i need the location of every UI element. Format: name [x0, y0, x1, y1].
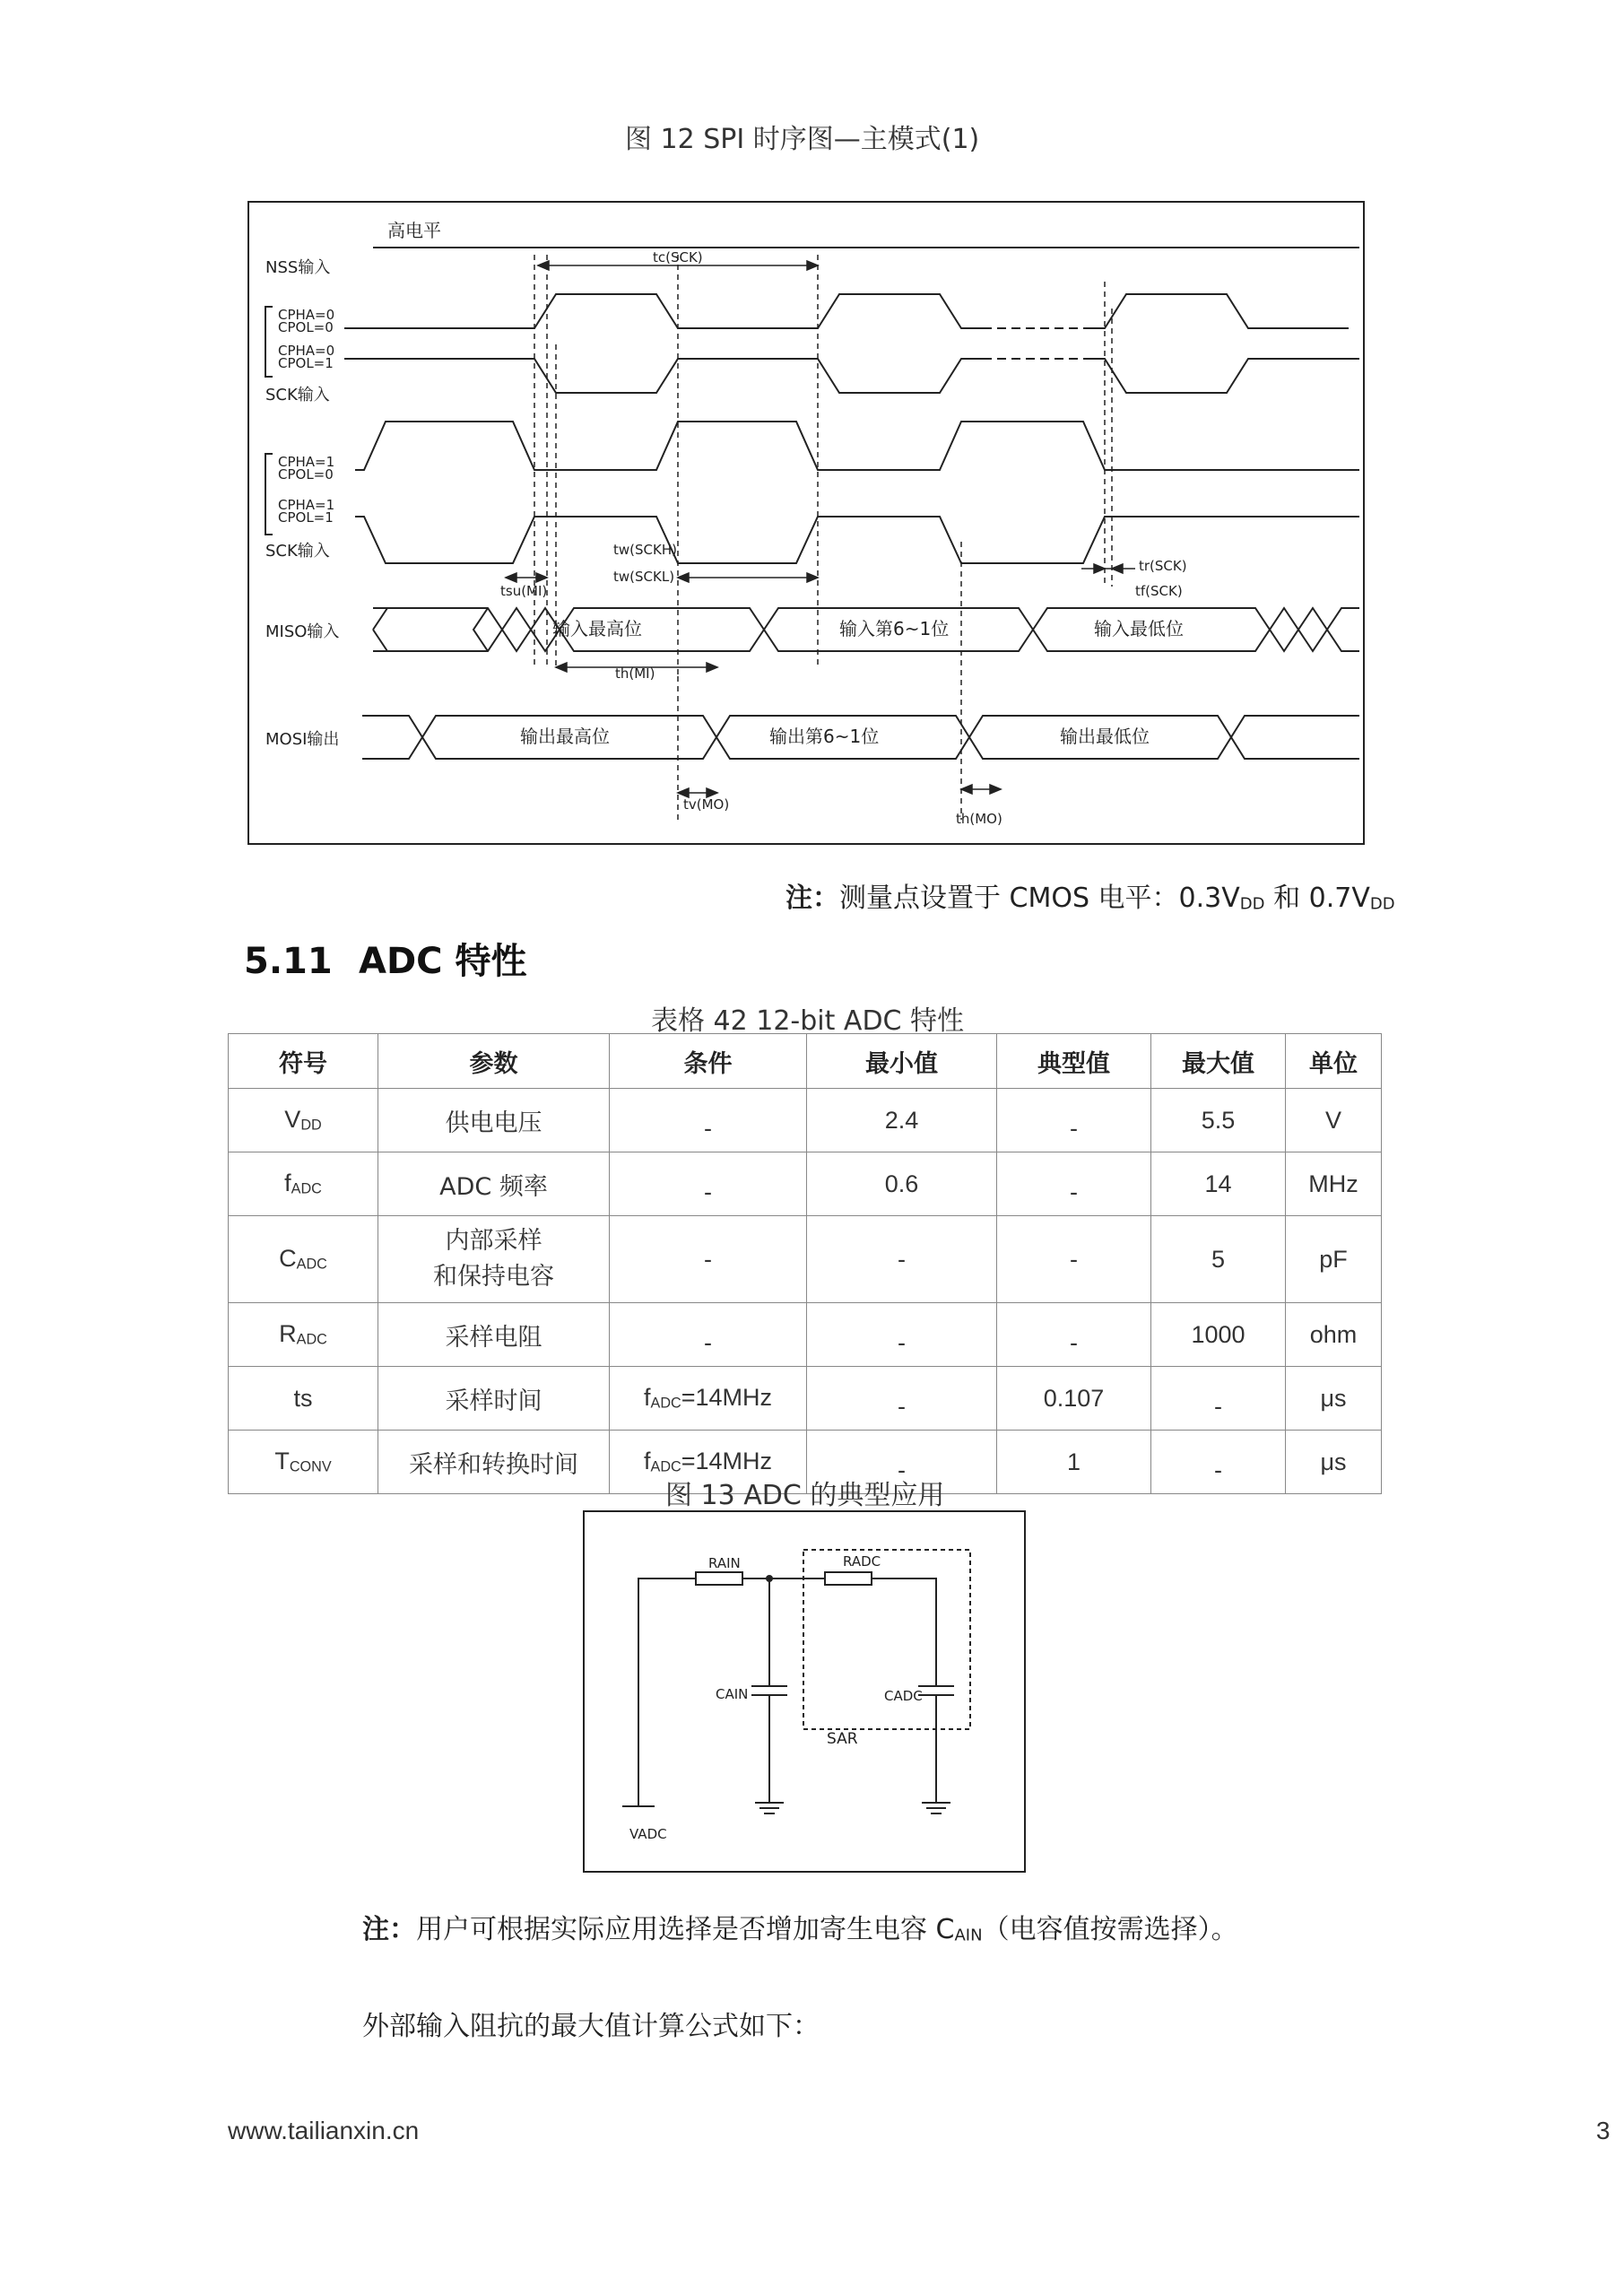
cpha0-cpol1-label-a: CPHA=0: [278, 343, 335, 359]
sck-input-label-2: SCK输入: [265, 542, 330, 561]
cell-unit: MHz: [1286, 1152, 1382, 1216]
note-label: 注：: [362, 1914, 416, 1945]
t-r-sck-label: tr(SCK): [1139, 558, 1187, 574]
cpha1-cpol1-label-b: CPOL=1: [278, 509, 334, 526]
cell-symbol: $T_{CONV}$: [229, 1431, 378, 1494]
figure-12-caption: 图 12 SPI 时序图—主模式(1): [625, 124, 980, 155]
cell-unit: μs: [1286, 1367, 1382, 1431]
high-level-label: 高电平: [387, 220, 441, 241]
cell-parameter: 采样时间: [378, 1367, 610, 1431]
mosi-output-label: MOSI输出: [265, 730, 340, 749]
cell-min: -: [807, 1216, 997, 1303]
mosi-lsb-label: 输出最低位: [1060, 726, 1150, 747]
r-ain-label: RAIN: [708, 1555, 741, 1571]
cell-max: 5: [1151, 1216, 1286, 1303]
t-c-sck-label: tc(SCK): [653, 249, 703, 265]
adc-application-circuit: [583, 1510, 1026, 1873]
cell-parameter: 内部采样 和保持电容: [378, 1216, 610, 1303]
cpha1-cpol0-label-a: CPHA=1: [278, 454, 335, 470]
cell-min: 0.6: [807, 1152, 997, 1216]
table-row: [229, 1089, 1382, 1152]
formula-intro-text: 外部输入阻抗的最大值计算公式如下：: [362, 2011, 820, 2042]
cell-condition: -: [610, 1089, 807, 1152]
cell-condition: $f_{ADC}=14MHz$: [610, 1431, 807, 1494]
note-label: 注：: [785, 883, 839, 914]
t-w-sckl-label: tw(SCKL): [613, 569, 675, 585]
v-adc-label: VADC: [629, 1826, 667, 1842]
table-42-caption: 表格 42 12-bit ADC 特性: [651, 1005, 965, 1037]
section-heading: 5.11 ADC 特性: [244, 941, 527, 982]
table-row: [229, 1152, 1382, 1216]
cell-typ: -: [997, 1152, 1151, 1216]
t-w-sckh-label: tw(SCKH): [613, 542, 677, 558]
cell-max: 5.5: [1151, 1089, 1286, 1152]
measurement-note: 注：测量点设置于 CMOS 电平：$0.3V_{DD}$ 和 $0.7V_{DD}$: [785, 883, 1395, 914]
cpha0-cpol0-label-a: CPHA=0: [278, 307, 335, 323]
cell-min: 2.4: [807, 1089, 997, 1152]
cell-unit: μs: [1286, 1431, 1382, 1494]
footer-url[interactable]: www.tailianxin.cn: [228, 2117, 420, 2144]
t-v-mo-label: tv(MO): [683, 796, 730, 813]
t-f-sck-label: tf(SCK): [1135, 583, 1183, 599]
cell-typ: 0.107: [997, 1367, 1151, 1431]
table-row: [229, 1367, 1382, 1431]
miso-mid-label: 输入第6~1位: [839, 618, 950, 639]
page-number: 3: [1596, 2117, 1610, 2144]
spi-timing-diagram: [247, 201, 1365, 845]
cell-typ: 1: [997, 1431, 1151, 1494]
cell-unit: V: [1286, 1089, 1382, 1152]
cell-min: -: [807, 1367, 997, 1431]
cell-parameter: ADC 频率: [378, 1152, 610, 1216]
cpha0-cpol1-label-b: CPOL=1: [278, 355, 334, 371]
cell-max: -: [1151, 1367, 1286, 1431]
cell-parameter: 采样电阻: [378, 1303, 610, 1367]
cpha1-cpol1-label-a: CPHA=1: [278, 497, 335, 513]
cell-condition: -: [610, 1152, 807, 1216]
adc-characteristics-table: [228, 1033, 1382, 1494]
header-max: 最大值: [1151, 1034, 1286, 1089]
cell-typ: -: [997, 1303, 1151, 1367]
header-condition: 条件: [610, 1034, 807, 1089]
mosi-mid-label: 输出第6~1位: [769, 726, 880, 747]
cell-condition: $f_{ADC}=14MHz$: [610, 1367, 807, 1431]
cell-condition: -: [610, 1216, 807, 1303]
header-min: 最小值: [807, 1034, 997, 1089]
cell-parameter: 供电电压: [378, 1089, 610, 1152]
cell-symbol: $C_{ADC}$: [229, 1216, 378, 1303]
miso-input-label: MISO输入: [265, 622, 340, 641]
cell-symbol: ts: [229, 1367, 378, 1431]
cell-max: 14: [1151, 1152, 1286, 1216]
table-row: [229, 1216, 1382, 1303]
header-symbol: 符号: [229, 1034, 378, 1089]
cell-symbol: $R_{ADC}$: [229, 1303, 378, 1367]
figure-13-caption: 图 13 ADC 的典型应用: [665, 1480, 945, 1511]
t-su-mi-label: tsu(MI): [500, 583, 548, 599]
cpha0-cpol0-label-b: CPOL=0: [278, 319, 334, 335]
header-parameter: 参数: [378, 1034, 610, 1089]
table-row: [229, 1303, 1382, 1367]
t-h-mo-label: th(MO): [956, 811, 1002, 827]
cell-parameter: 采样和转换时间: [378, 1431, 610, 1494]
cell-condition: -: [610, 1303, 807, 1367]
capacitor-note: 注：用户可根据实际应用选择是否增加寄生电容 $C_{AIN}$（电容值按需选择）。: [362, 1914, 1238, 1945]
cell-max: -: [1151, 1431, 1286, 1494]
c-adc-label: CADC: [884, 1688, 923, 1704]
header-typ: 典型值: [997, 1034, 1151, 1089]
cell-typ: -: [997, 1089, 1151, 1152]
miso-lsb-label: 输入最低位: [1094, 618, 1184, 639]
r-adc-label: RADC: [843, 1553, 881, 1570]
sar-label: SAR: [827, 1730, 858, 1748]
cell-unit: pF: [1286, 1216, 1382, 1303]
header-unit: 单位: [1286, 1034, 1382, 1089]
c-ain-label: CAIN: [716, 1686, 749, 1702]
cell-symbol: $V_{DD}$: [229, 1089, 378, 1152]
table-header-row: [229, 1034, 1382, 1089]
nss-input-label: NSS输入: [265, 258, 331, 277]
mosi-msb-label: 输出最高位: [520, 726, 610, 747]
t-h-mi-label: th(MI): [615, 665, 655, 682]
cell-min: -: [807, 1431, 997, 1494]
cpha1-cpol0-label-b: CPOL=0: [278, 466, 334, 483]
cell-max: 1000: [1151, 1303, 1286, 1367]
cell-min: -: [807, 1303, 997, 1367]
cell-unit: ohm: [1286, 1303, 1382, 1367]
miso-msb-label: 输入最高位: [552, 618, 642, 639]
sck-input-label-1: SCK输入: [265, 386, 330, 404]
cell-symbol: $f_{ADC}$: [229, 1152, 378, 1216]
cell-typ: -: [997, 1216, 1151, 1303]
